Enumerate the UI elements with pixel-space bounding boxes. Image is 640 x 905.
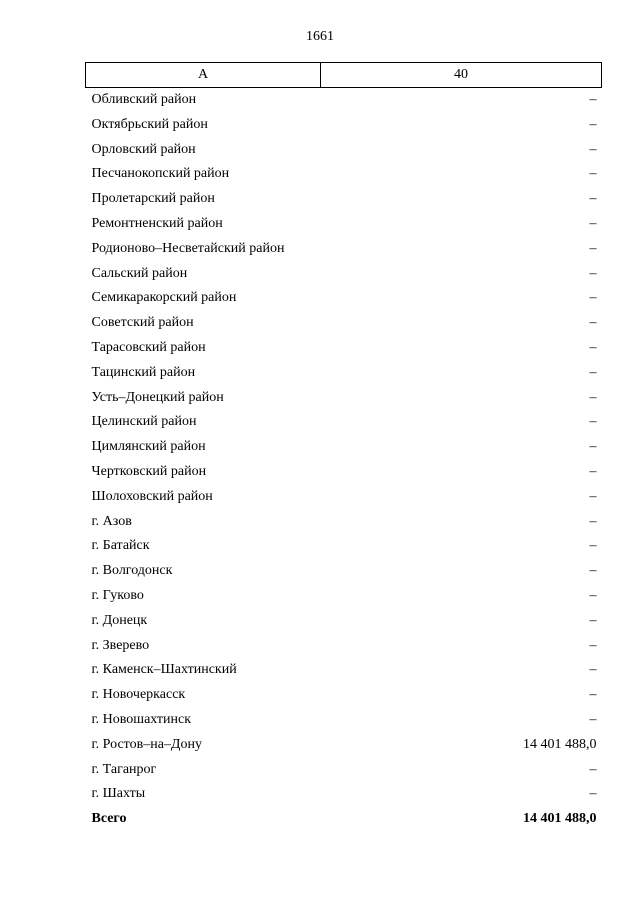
row-name: г. Батайск — [91, 538, 150, 554]
row-name: Родионово–Несветайский район — [91, 240, 285, 256]
table-row — [86, 485, 602, 510]
row-value: – — [589, 339, 597, 355]
table-row — [86, 658, 602, 683]
row-value: – — [589, 439, 597, 455]
table-row — [86, 162, 602, 187]
row-value: – — [589, 265, 597, 281]
table-row — [86, 460, 602, 485]
row-name: Цимлянский район — [91, 439, 206, 455]
row-value: – — [589, 364, 597, 380]
row-value: – — [589, 116, 597, 132]
column-header-40: 40 — [321, 63, 602, 88]
row-name: Тацинский район — [91, 364, 196, 380]
row-value: – — [589, 92, 597, 107]
row-name: г. Гуково — [91, 587, 144, 603]
row-value: – — [589, 662, 597, 678]
table-row — [86, 559, 602, 584]
row-name: г. Волгодонск — [91, 563, 173, 579]
row-value: – — [589, 389, 597, 405]
total-value: 14 401 488,0 — [523, 811, 597, 827]
table-row — [86, 733, 602, 758]
table-row — [86, 410, 602, 435]
row-value: – — [589, 315, 597, 331]
page-number: 1661 — [306, 29, 334, 44]
row-name: г. Зверево — [91, 637, 150, 653]
row-name: г. Азов — [91, 513, 132, 529]
row-value: – — [589, 463, 597, 479]
row-name: Орловский район — [91, 141, 196, 157]
table-row — [86, 311, 602, 336]
table-row — [86, 187, 602, 212]
row-name: г. Донецк — [91, 612, 148, 628]
row-name: Сальский район — [91, 265, 188, 281]
total-row — [86, 807, 602, 832]
row-value: – — [589, 488, 597, 504]
table-body — [86, 88, 602, 832]
table-row — [86, 534, 602, 559]
table-row — [86, 212, 602, 237]
row-value: – — [589, 786, 597, 802]
row-name: Обливский район — [91, 92, 197, 107]
row-value: – — [589, 711, 597, 727]
table-row — [86, 113, 602, 138]
row-name: Песчанокопский район — [91, 166, 230, 182]
table-row — [86, 237, 602, 262]
table-row — [86, 708, 602, 733]
table-row — [86, 336, 602, 361]
row-name: Шолоховский район — [91, 488, 213, 504]
row-value: – — [589, 240, 597, 256]
row-name: Чертковский район — [91, 463, 207, 479]
table-row — [86, 286, 602, 311]
row-name: Октябрьский район — [91, 116, 208, 132]
row-value: – — [589, 637, 597, 653]
row-value: – — [589, 166, 597, 182]
table-row — [86, 782, 602, 807]
row-value: – — [589, 290, 597, 306]
table-row — [86, 435, 602, 460]
row-value: 14 401 488,0 — [523, 736, 597, 752]
row-name: г. Ростов–на–Дону — [91, 736, 202, 752]
table-row — [86, 609, 602, 634]
table-row — [86, 361, 602, 386]
row-name: Советский район — [91, 315, 194, 331]
table-row — [86, 584, 602, 609]
row-name: Тарасовский район — [91, 339, 206, 355]
row-value: – — [589, 587, 597, 603]
table-row — [86, 758, 602, 783]
data-table — [85, 62, 602, 832]
row-value: – — [589, 215, 597, 231]
table-row — [86, 262, 602, 287]
row-value: – — [589, 538, 597, 554]
table-row — [86, 510, 602, 535]
row-name: г. Новочеркасск — [91, 687, 186, 703]
row-name: Пролетарский район — [91, 191, 215, 207]
table-header-row — [86, 63, 602, 88]
row-value: – — [589, 141, 597, 157]
row-name: г. Таганрог — [91, 761, 157, 777]
row-name: г. Каменск–Шахтинский — [91, 662, 237, 678]
row-value: – — [589, 687, 597, 703]
row-value: – — [589, 761, 597, 777]
row-value: – — [589, 513, 597, 529]
row-value: – — [589, 612, 597, 628]
column-header-a: А — [86, 63, 321, 88]
row-name: Усть–Донецкий район — [91, 389, 224, 405]
total-label: Всего — [91, 811, 127, 827]
table-row — [86, 88, 602, 113]
row-name: Семикаракорский район — [91, 290, 237, 306]
row-value: – — [589, 563, 597, 579]
row-value: – — [589, 191, 597, 207]
row-name: г. Шахты — [91, 786, 146, 802]
row-name: Ремонтненский район — [91, 215, 223, 231]
row-name: г. Новошахтинск — [91, 711, 192, 727]
table-row — [86, 138, 602, 163]
row-value: – — [589, 414, 597, 430]
table-row — [86, 386, 602, 411]
table-row — [86, 683, 602, 708]
table-row — [86, 634, 602, 659]
row-name: Целинский район — [91, 414, 197, 430]
